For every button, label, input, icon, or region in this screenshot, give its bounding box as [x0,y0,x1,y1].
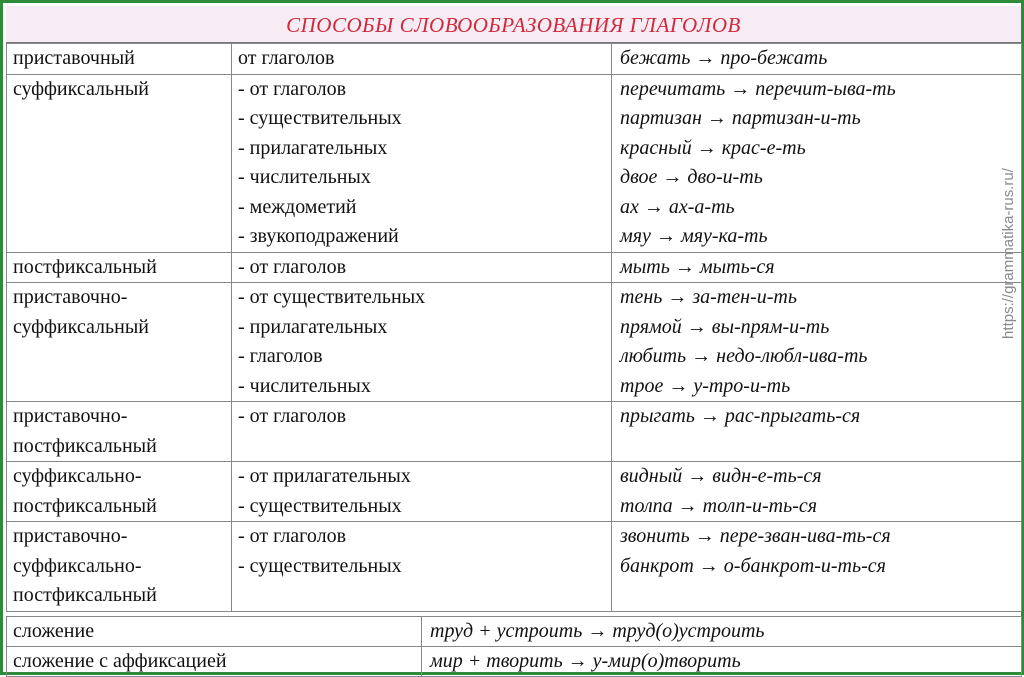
source-line: - от существительных [238,286,426,308]
example-line: прямой → вы-прям-и-ть [620,315,830,338]
example-cell [612,44,1022,75]
example-cell: мир + творить → у-мир(о)творить [422,647,1022,677]
word-formation-table [6,43,1022,612]
example-cell [612,283,1022,402]
example-cell [612,462,1022,522]
source-line: - числительных [238,166,371,188]
source-cell [232,44,612,75]
table-row [7,44,1022,75]
method-line: постфиксальный [13,584,157,606]
method-cell [7,44,232,75]
table-row [7,462,1022,522]
example-cell: труд + устроить → труд(о)устроить [422,617,1022,647]
table-row [7,283,1022,402]
watermark [997,123,1019,383]
example-line: тень → за-тен-и-ть [620,286,797,308]
method-cell [7,402,232,462]
example-line: перечитать → перечит-ыва-ть [620,77,896,100]
method-cell: сложение [7,617,422,647]
example-line: партизан → партизан-и-ть [620,107,861,129]
method-line: постфиксальный [13,494,157,517]
example-line: толпа → толп-и-ть-ся [620,494,818,517]
example-line: любить → недо-любл-ива-ть [620,345,868,367]
example-cell [612,74,1022,252]
table-row [7,522,1022,612]
example-line: мыть → мыть-ся [620,255,775,278]
source-line: - существительных [238,554,402,577]
source-line: - существительных [238,107,402,129]
table-row [7,402,1022,462]
source-cell [232,74,612,252]
table-row [7,617,1022,647]
method-line: приставочно- [13,405,128,427]
source-line: - звукоподражений [238,225,399,247]
method-line: приставочно- [13,286,128,308]
method-cell [7,462,232,522]
source-line: - от прилагательных [238,465,411,487]
method-line: приставочно- [13,525,128,547]
example-cell [612,522,1022,612]
source-cell [232,402,612,462]
source-line: - от глаголов [238,77,347,100]
method-line: постфиксальный [13,434,157,457]
example-line: видный → видн-е-ть-ся [620,465,822,487]
method-cell [7,252,232,283]
example-line: двое → дво-и-ть [620,166,763,188]
example-line: бежать → про-бежать [620,47,828,69]
example-line: банкрот → о-банкрот-и-ть-ся [620,554,886,577]
source-line: - от глаголов [238,525,347,547]
table-row [7,252,1022,283]
example-cell [612,252,1022,283]
method-cell [7,522,232,612]
table-row [7,647,1022,677]
source-line: от глаголов [238,47,335,69]
example-line: ах → ах-а-ть [620,195,735,218]
method-line: суффиксальный [13,315,149,338]
source-line: - существительных [238,494,402,517]
method-line: постфиксальный [13,255,157,278]
source-line: - прилагательных [238,315,388,338]
source-cell [232,283,612,402]
method-line: суффиксально- [13,554,142,577]
source-line: - от глаголов [238,405,347,427]
source-cell [232,252,612,283]
method-cell [7,283,232,402]
table-title: СПОСОБЫ СЛОВООБРАЗОВАНИЯ ГЛАГОЛОВ [6,6,1021,43]
example-line: трое → у-тро-и-ть [620,374,791,397]
table-row [7,74,1022,252]
compound-table [6,616,1022,677]
example-line: звонить → пере-зван-ива-ть-ся [620,525,891,547]
source-line: - глаголов [238,345,323,367]
example-line: красный → крас-е-ть [620,136,806,159]
method-line: суффиксально- [13,465,142,487]
example-cell [612,402,1022,462]
method-line: приставочный [13,47,135,69]
source-cell [232,522,612,612]
method-cell: сложение с аффиксацией [7,647,422,677]
method-line: суффиксальный [13,77,149,100]
example-line: мяу → мяу-ка-ть [620,225,768,247]
example-line: прыгать → рас-прыгать-ся [620,405,861,427]
watermark-text: https://grammatika-rus.ru/ [999,167,1017,339]
source-cell [232,462,612,522]
method-cell [7,74,232,252]
source-line: - от глаголов [238,255,347,278]
source-line: - числительных [238,374,371,397]
source-line: - прилагательных [238,136,388,159]
source-line: - междометий [238,195,357,218]
